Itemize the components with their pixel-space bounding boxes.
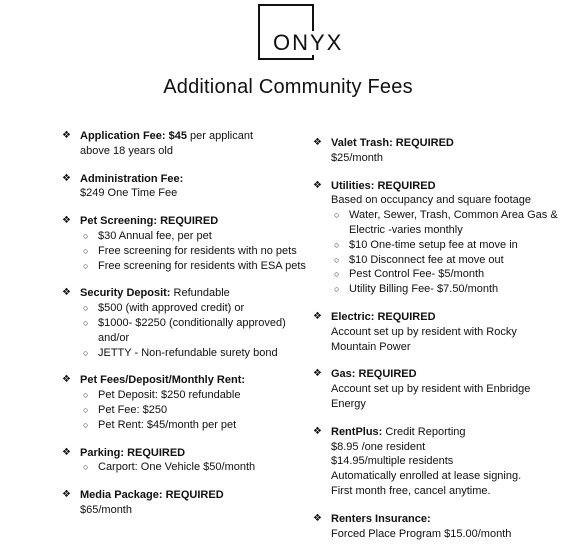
fee-detail: Forced Place Program $15.00/month	[331, 527, 512, 540]
fee-subitem-text: $10 Disconnect fee at move out	[349, 253, 504, 266]
fee-section	[62, 286, 312, 360]
hollow-circle-icon: ○	[334, 210, 340, 221]
fee-sublist	[331, 208, 563, 297]
fee-heading: Renters Insurance:	[331, 512, 431, 525]
fee-sublist	[80, 460, 312, 475]
diamond-cluster-icon: ❖	[62, 287, 71, 299]
diamond-cluster-icon: ❖	[313, 137, 322, 148]
fee-subitem-text: Pet Deposit: $250 refundable	[98, 389, 241, 402]
hollow-circle-icon: ○	[334, 269, 340, 280]
diamond-cluster-icon: ❖	[62, 130, 71, 141]
fee-subitem-text: Free screening for residents with ESA pets	[98, 259, 306, 272]
fee-heading: Pet Screening: REQUIRED	[80, 215, 219, 228]
fee-subitem-text: Utility Billing Fee- $7.50/month	[349, 283, 499, 296]
fee-subitem	[80, 229, 312, 244]
fee-detail: Account set up by resident with Enbridge Energy	[331, 383, 531, 410]
fee-section	[62, 446, 312, 476]
hollow-circle-icon: ○	[83, 260, 89, 271]
fee-detail: above 18 years old	[80, 144, 173, 157]
fee-subitem	[80, 403, 312, 418]
diamond-cluster-icon: ❖	[62, 489, 71, 501]
diamond-cluster-icon: ❖	[313, 425, 322, 437]
fee-section	[313, 367, 563, 411]
fee-heading: Administration Fee:	[80, 172, 184, 185]
fee-section	[313, 512, 563, 542]
hollow-circle-icon: ○	[334, 239, 340, 250]
fee-detail: $65/month	[80, 503, 132, 516]
fee-section	[62, 172, 312, 202]
fee-heading: Gas: REQUIRED	[331, 368, 417, 381]
fee-sublist	[80, 229, 312, 273]
fee-heading: Electric: REQUIRED	[331, 310, 436, 323]
fee-section	[313, 179, 563, 297]
hollow-circle-icon: ○	[83, 462, 89, 473]
fee-detail: Automatically enrolled at lease signing.	[331, 470, 522, 483]
fee-section	[313, 425, 563, 499]
fee-section	[62, 214, 312, 273]
diamond-cluster-icon: ❖	[62, 374, 71, 386]
fee-subitem-text: $30 Annual fee, per pet	[98, 229, 212, 242]
fee-heading: RentPlus: Credit Reporting	[331, 425, 466, 438]
fee-detail: $25/month	[331, 151, 383, 164]
page-title: Additional Community Fees	[163, 76, 413, 98]
hollow-circle-icon: ○	[83, 347, 89, 358]
fee-subitem	[80, 418, 312, 433]
fee-heading: Security Deposit: Refundable	[80, 287, 230, 300]
fee-section	[313, 136, 563, 166]
fee-subitem-text: Pest Control Fee- $5/month	[349, 268, 485, 281]
fee-subitem-text: $1000- $2250 (conditionally approved) and/or	[98, 316, 286, 344]
fee-heading: Application Fee: $45 per applicant	[80, 130, 254, 142]
fee-subitem-text: JETTY - Non-refundable surety bond	[98, 346, 278, 359]
fee-heading-note: per applicant	[186, 130, 254, 142]
fee-subitem	[331, 238, 563, 253]
fee-detail: $8.95 /one resident	[331, 440, 426, 453]
fee-section	[62, 373, 312, 432]
hollow-circle-icon: ○	[83, 419, 89, 430]
fee-subitem	[80, 259, 312, 274]
fee-subitem-text: Pet Rent: $45/month per pet	[98, 418, 237, 431]
hollow-circle-icon: ○	[83, 303, 89, 314]
hollow-circle-icon: ○	[83, 230, 89, 241]
fee-subitem-text: Free screening for residents with no pets	[98, 244, 297, 257]
fee-subitem	[80, 460, 312, 475]
fee-subitem	[331, 253, 563, 268]
fee-heading-note: Credit Reporting	[382, 425, 466, 438]
diamond-cluster-icon: ❖	[62, 446, 71, 458]
logo-text: ONYX	[273, 30, 344, 55]
right-column	[313, 136, 563, 554]
hollow-circle-icon: ○	[334, 254, 340, 265]
diamond-cluster-icon: ❖	[313, 179, 322, 191]
hollow-circle-icon: ○	[83, 245, 89, 256]
hollow-circle-icon: ○	[334, 284, 340, 295]
fee-subitem	[80, 301, 312, 316]
fee-heading: Valet Trash: REQUIRED	[331, 137, 454, 149]
diamond-cluster-icon: ❖	[62, 172, 71, 184]
fee-subitem-text: Carport: One Vehicle $50/month	[98, 461, 256, 474]
fee-heading: Media Package: REQUIRED	[80, 489, 224, 502]
diamond-cluster-icon: ❖	[313, 512, 322, 524]
fee-subitem-text: Water, Sewer, Trash, Common Area Gas & Electric -varies monthly	[349, 209, 558, 236]
fee-subitem-text: $500 (with approved credit) or	[98, 302, 245, 315]
fee-subitem	[331, 282, 563, 297]
fee-sublist	[80, 388, 312, 432]
hollow-circle-icon: ○	[83, 390, 89, 401]
fee-section	[62, 129, 312, 159]
fee-subitem	[80, 244, 312, 259]
diamond-cluster-icon: ❖	[313, 368, 322, 380]
fee-subitem-text: $10 One-time setup fee at move in	[349, 238, 518, 251]
fee-subitem	[80, 388, 312, 403]
left-column	[62, 129, 312, 531]
fee-heading: Utilities: REQUIRED	[331, 179, 436, 192]
fee-detail: First month free, cancel anytime.	[331, 484, 491, 497]
fee-sublist	[80, 301, 312, 360]
fee-section	[313, 310, 563, 354]
fee-subitem	[80, 316, 312, 346]
fee-detail: $249 One Time Fee	[80, 187, 178, 200]
diamond-cluster-icon: ❖	[313, 310, 322, 322]
hollow-circle-icon: ○	[83, 317, 89, 328]
fee-heading-note: Refundable	[170, 287, 230, 300]
fee-subitem	[331, 208, 563, 238]
fee-subitem	[80, 346, 312, 361]
fee-subitem	[331, 267, 563, 282]
diamond-cluster-icon: ❖	[62, 215, 71, 227]
hollow-circle-icon: ○	[83, 404, 89, 415]
fee-heading: Parking: REQUIRED	[80, 446, 186, 459]
fee-heading: Pet Fees/Deposit/Monthly Rent:	[80, 374, 246, 387]
fee-detail: Based on occupancy and square footage	[331, 194, 531, 207]
fee-section	[62, 488, 312, 518]
fee-detail: $14.95/multiple residents	[331, 455, 454, 468]
fee-subitem-text: Pet Fee: $250	[98, 403, 168, 416]
fee-detail: Account set up by resident with Rocky Mountain Power	[331, 325, 517, 353]
